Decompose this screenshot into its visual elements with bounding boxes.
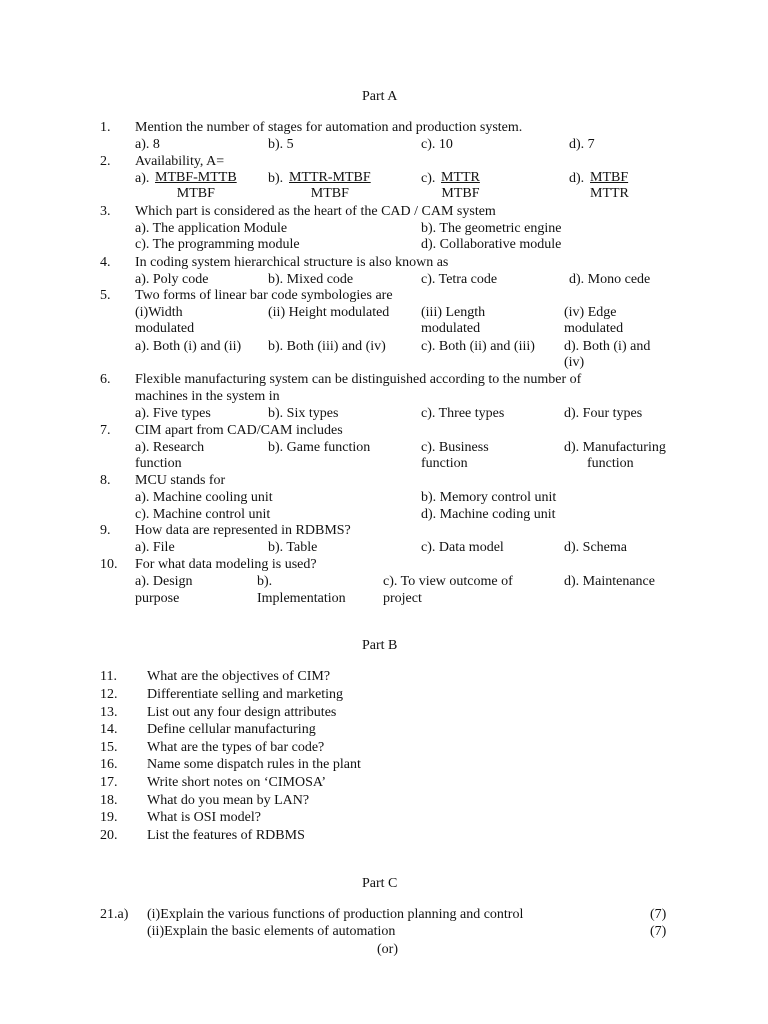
q8-option-d: d). Machine coding unit — [421, 507, 556, 522]
part-b-heading: Part B — [362, 638, 398, 653]
q3-option-a: a). The application Module — [135, 221, 288, 236]
q7-option-a-line2: function — [135, 456, 182, 471]
q15-text: What are the types of bar code? — [147, 740, 325, 755]
q3-option-d: d). Collaborative module — [421, 237, 562, 252]
q3-option-b: b). The geometric engine — [421, 221, 562, 236]
q18-text: What do you mean by LAN? — [147, 793, 310, 808]
q11-text: What are the objectives of CIM? — [147, 669, 331, 684]
q8-number: 8. — [100, 473, 111, 488]
q21-number: 21.a) — [100, 907, 129, 922]
q18-number: 18. — [100, 793, 118, 808]
q2-option-c-prefix: c). — [421, 171, 436, 186]
q19-number: 19. — [100, 810, 118, 825]
q5-option-d-line2: (iv) — [564, 355, 585, 370]
q4-option-c: c). Tetra code — [421, 272, 498, 287]
q10-option-b-line2: Implementation — [257, 591, 346, 606]
q5-option-a: a). Both (i) and (ii) — [135, 339, 242, 354]
q10-option-b-line1: b). — [257, 574, 273, 589]
q14-number: 14. — [100, 722, 118, 737]
q10-option-a-line1: a). Design — [135, 574, 193, 589]
q5-item-ii: (ii) Height modulated — [268, 305, 390, 320]
q7-number: 7. — [100, 423, 111, 438]
q2-option-d-prefix: d). — [569, 171, 585, 186]
q10-option-c-line1: c). To view outcome of — [383, 574, 513, 589]
part-a-heading: Part A — [362, 89, 398, 104]
q5-item-i-line2: modulated — [135, 321, 195, 336]
q5-text: Two forms of linear bar code symbologies are — [135, 288, 393, 303]
q6-number: 6. — [100, 372, 111, 387]
q16-number: 16. — [100, 757, 118, 772]
q5-item-iii-line1: (iii) Length — [421, 305, 486, 320]
q12-text: Differentiate selling and marketing — [147, 687, 344, 702]
q13-number: 13. — [100, 705, 118, 720]
q5-item-i-line1: (i)Width — [135, 305, 183, 320]
q2-number: 2. — [100, 154, 111, 169]
q7-option-c-line2: function — [421, 456, 468, 471]
q7-text: CIM apart from CAD/CAM includes — [135, 423, 343, 438]
q15-number: 15. — [100, 740, 118, 755]
q4-text: In coding system hierarchical structure is also known as — [135, 255, 449, 270]
q2-option-c-fraction — [441, 170, 480, 202]
q16-text: Name some dispatch rules in the plant — [147, 757, 361, 772]
q10-option-d: d). Maintenance — [564, 574, 655, 589]
q4-option-d: d). Mono cede — [569, 272, 651, 287]
q10-text: For what data modeling is used? — [135, 557, 317, 572]
q19-text: What is OSI model? — [147, 810, 261, 825]
q3-option-c: c). The programming module — [135, 237, 300, 252]
q17-text: Write short notes on ‘CIMOSA’ — [147, 775, 327, 790]
q11-number: 11. — [100, 669, 117, 684]
q1-text: Mention the number of stages for automation and production system. — [135, 120, 523, 135]
q9-number: 9. — [100, 523, 111, 538]
q21-part-ii-text: (ii)Explain the basic elements of automation — [147, 924, 396, 939]
q21-part-i-marks: (7) — [650, 907, 667, 922]
q9-option-c: c). Data model — [421, 540, 504, 555]
q2-option-b-fraction — [289, 170, 371, 202]
q21-part-i-text: (i)Explain the various functions of production planning and control — [147, 907, 524, 922]
q2-option-b-denominator: MTBF — [310, 186, 349, 201]
q2-option-a-fraction — [155, 170, 237, 202]
q9-option-d: d). Schema — [564, 540, 627, 555]
q8-text: MCU stands for — [135, 473, 226, 488]
q10-option-a-line2: purpose — [135, 591, 180, 606]
q9-option-b: b). Table — [268, 540, 318, 555]
q13-text: List out any four design attributes — [147, 705, 337, 720]
q7-option-b: b). Game function — [268, 440, 371, 455]
q2-text: Availability, A= — [135, 154, 225, 169]
q5-option-b: b). Both (iii) and (iv) — [268, 339, 386, 354]
q1-option-c: c). 10 — [421, 137, 453, 152]
q7-option-d-line1: d). Manufacturing — [564, 440, 666, 455]
q6-option-b: b). Six types — [268, 406, 339, 421]
q6-option-a: a). Five types — [135, 406, 211, 421]
q2-option-a-prefix: a). — [135, 171, 150, 186]
q6-text-line2: machines in the system in — [135, 389, 280, 404]
q17-number: 17. — [100, 775, 118, 790]
q6-text-line1: Flexible manufacturing system can be distinguished according to the number of — [135, 372, 582, 387]
q21-part-ii-marks: (7) — [650, 924, 667, 939]
q20-number: 20. — [100, 828, 118, 843]
q4-option-a: a). Poly code — [135, 272, 209, 287]
q1-option-d: d). 7 — [569, 137, 595, 152]
q10-option-c-line2: project — [383, 591, 422, 606]
q2-option-c-denominator: MTBF — [441, 186, 480, 201]
q8-option-c: c). Machine control unit — [135, 507, 271, 522]
q6-option-d: d). Four types — [564, 406, 643, 421]
q5-option-d-line1: d). Both (i) and — [564, 339, 651, 354]
q2-option-d-numerator: MTBF — [590, 170, 629, 185]
q8-option-a: a). Machine cooling unit — [135, 490, 273, 505]
q2-option-d-fraction — [590, 170, 629, 202]
q10-number: 10. — [100, 557, 118, 572]
q2-option-a-denominator: MTBF — [176, 186, 215, 201]
q2-option-c-numerator: MTTR — [441, 170, 480, 185]
q2-option-b-prefix: b). — [268, 171, 284, 186]
q4-number: 4. — [100, 255, 111, 270]
q6-option-c: c). Three types — [421, 406, 505, 421]
q7-option-a-line1: a). Research — [135, 440, 205, 455]
q12-number: 12. — [100, 687, 118, 702]
q14-text: Define cellular manufacturing — [147, 722, 316, 737]
part-c-heading: Part C — [362, 876, 398, 891]
q5-item-iii-line2: modulated — [421, 321, 481, 336]
q1-number: 1. — [100, 120, 111, 135]
q2-option-a-numerator: MTBF-MTTB — [155, 170, 237, 185]
q9-option-a: a). File — [135, 540, 175, 555]
q7-option-d-line2: function — [587, 456, 634, 471]
q20-text: List the features of RDBMS — [147, 828, 305, 843]
q1-option-a: a). 8 — [135, 137, 160, 152]
q2-option-d-denominator: MTTR — [590, 186, 629, 201]
q5-item-iv-line1: (iv) Edge — [564, 305, 617, 320]
q3-text: Which part is considered as the heart of the CAD / CAM system — [135, 204, 496, 219]
q1-option-b: b). 5 — [268, 137, 294, 152]
q4-option-b: b). Mixed code — [268, 272, 354, 287]
q21-or-separator: (or) — [377, 942, 398, 957]
q8-option-b: b). Memory control unit — [421, 490, 557, 505]
q3-number: 3. — [100, 204, 111, 219]
q5-item-iv-line2: modulated — [564, 321, 624, 336]
q7-option-c-line1: c). Business — [421, 440, 489, 455]
q5-number: 5. — [100, 288, 111, 303]
q2-option-b-numerator: MTTR-MTBF — [289, 170, 371, 185]
q9-text: How data are represented in RDBMS? — [135, 523, 351, 538]
q5-option-c: c). Both (ii) and (iii) — [421, 339, 535, 354]
